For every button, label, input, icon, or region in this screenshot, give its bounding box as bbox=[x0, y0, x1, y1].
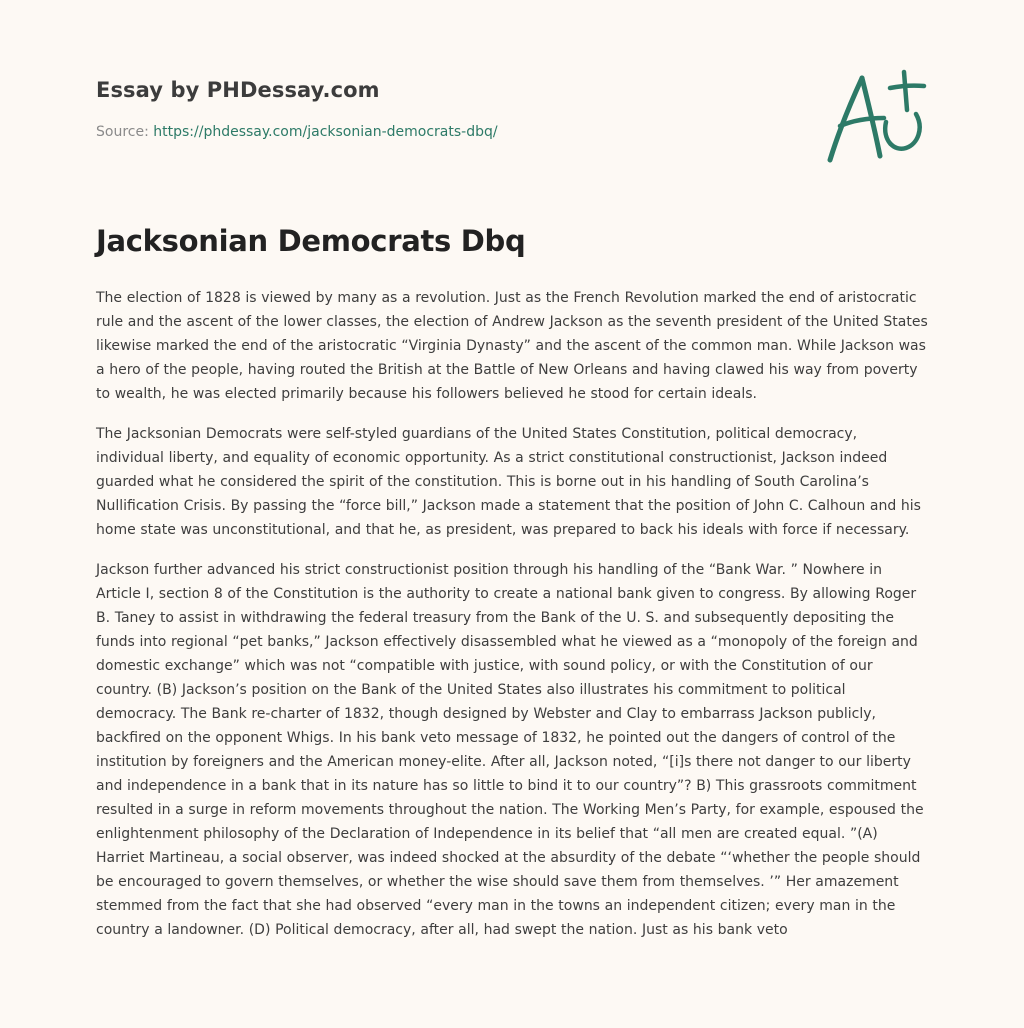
a-plus-logo-icon bbox=[824, 64, 934, 169]
essay-paragraph: The election of 1828 is viewed by many as a revolution. Just as the French Revolution marked the end of aristocratic rule and the ascent of the lower classes, the election of Andrew Jackson as the seventh president of the United States likewise marked the end of the aristocratic “Virginia Dynasty” and the ascent of the common man. While Jackson was a hero of the people, having routed the British at the Battle of New Orleans and having clawed his way from poverty to wealth, he was elected primarily because his followers believed he stood for certain ideals. bbox=[96, 290, 928, 402]
site-brand: Essay by PHDessay.com bbox=[96, 78, 380, 102]
essay-paragraph: The Jacksonian Democrats were self-styled guardians of the United States Constitution, political democracy, individual liberty, and equality of economic opportunity. As a strict constitutional constructionist, Jackson indeed guarded what he considered the spirit of the constitution. This is borne out in his handling of South Carolina’s Nullification Crisis. By passing the “force bill,” Jackson made a statement that the position of John C. Calhoun and his home state was unconstitutional, and that he, as president, was prepared to back his ideals with force if necessary. bbox=[96, 426, 921, 538]
essay-title: Jacksonian Democrats Dbq bbox=[96, 224, 526, 258]
source-line bbox=[96, 124, 498, 140]
essay-body bbox=[96, 286, 928, 958]
essay-paragraph: Jackson further advanced his strict constructionist position through his handling of the “Bank War. ” Nowhere in Article I, section 8 of the Constitution is the authority to create a national bank given to congress. By allowing Roger B. Taney to assist in withdrawing the federal treasury from the Bank of the U. S. and subsequently depositing the funds into regional “pet banks,” Jackson effectively disassembled what he viewed as a “monopoly of the foreign and domestic exchange” which was not “compatible with justice, with sound policy, or with the Constitution of our country. (B) Jackson’s position on the Bank of the United States also illustrates his commitment to political democracy. The Bank re-charter of 1832, though designed by Webster and Clay to embarrass Jackson publicly, backfired on the opponent Whigs. In his bank veto message of 1832, he pointed out the dangers of control of the institution by foreigners and the American money-elite. After all, Jackson noted, “[i]s there not danger to our liberty and independence in a bank that in its nature has so little to bind it to our country”? B) This grassroots commitment resulted in a surge in reform movements throughout the nation. The Working Men’s Party, for example, espoused the enlightenment philosophy of the Declaration of Independence in its belief that “all men are created equal. ”(A) Harriet Martineau, a social observer, was indeed shocked at the absurdity of the debate “‘whether the people should be encouraged to govern themselves, or whether the wise should save them from themselves. ’” Her amazement stemmed from the fact that she had observed “every man in the towns an independent citizen; every man in the country a landowner. (D) Political democracy, after all, had swept the nation. Just as his bank veto bbox=[96, 562, 924, 938]
source-link[interactable]: https://phdessay.com/jacksonian-democrats-dbq/ bbox=[153, 124, 498, 140]
source-label: Source: bbox=[96, 124, 154, 140]
